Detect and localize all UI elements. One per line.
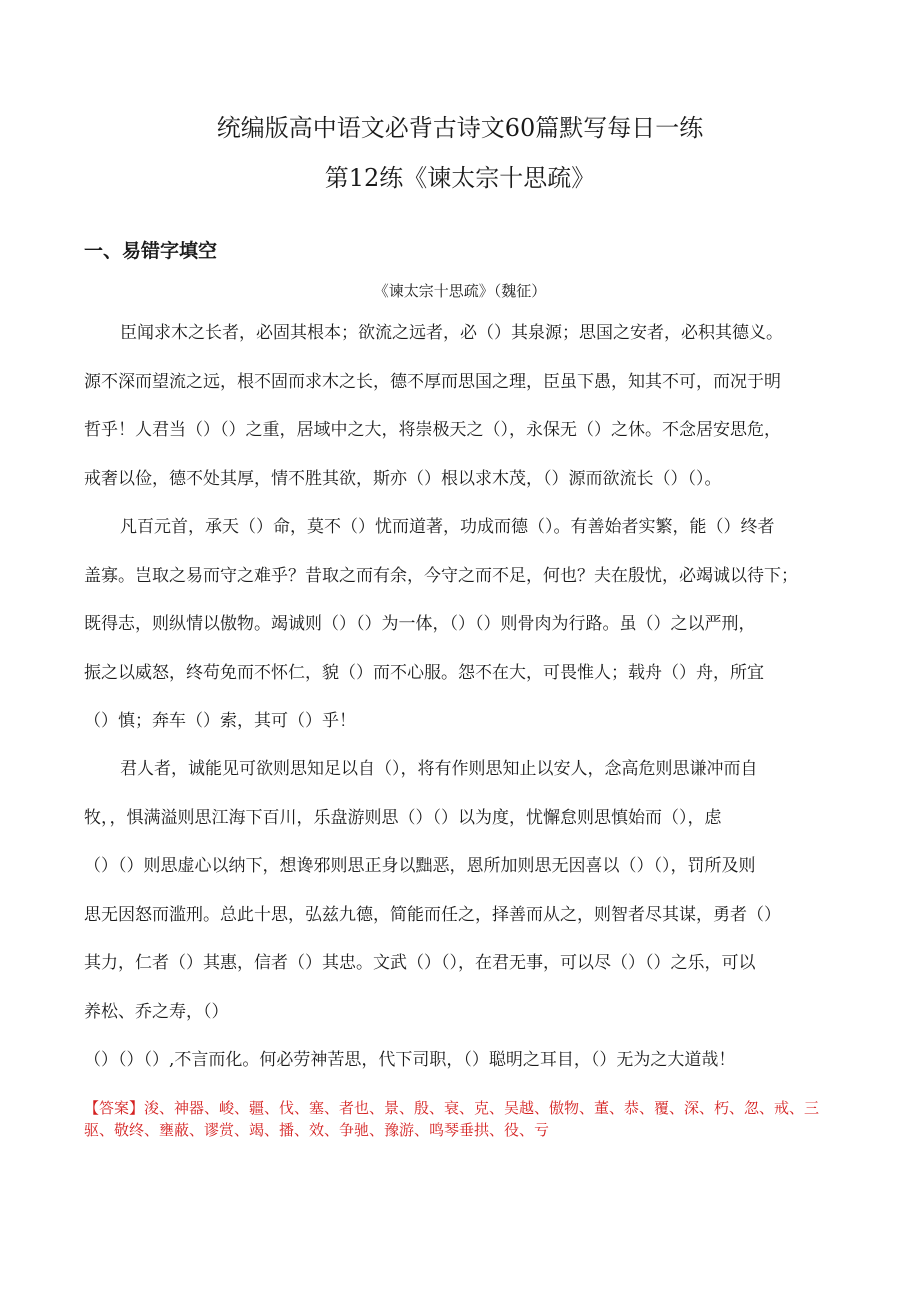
text-line: 戒奢以俭，德不处其厚，情不胜其欲，斯亦（）根以求木茂，（）源而欲流长（）（）。 — [84, 468, 722, 489]
paragraph-2 — [84, 503, 840, 746]
answer-label: 【答案】 — [84, 1099, 145, 1117]
text-line: （）（）则思虚心以纳下，想谗邪则思正身以黜恶，恩所加则思无因喜以（）（），罚所及则 — [84, 856, 756, 876]
paragraph-1 — [84, 309, 840, 503]
text-line: 既得志，则纵情以傲物。竭诚则（）（）为一体，（）（）则骨肉为行路。虽（）之以严刑， — [84, 614, 756, 634]
document-title: 统编版高中语文必背古诗文60篇默写每日一练 — [216, 114, 704, 142]
text-source: 《谏太宗十思疏》（魏征） — [373, 282, 547, 300]
section-heading: 一、易错字填空 — [84, 240, 218, 262]
text-line: 其力，仁者（）其惠，信者（）其忠。文武（）（），在君无事，可以尽（）（）之乐，可以 — [84, 953, 756, 973]
text-line: 牧，，惧满溢则思江海下百川，乐盘游则思（）（）以为度，忧懈怠则思慎始而（），虑 — [84, 807, 722, 828]
exercise-title: 第12练《谏太宗十思疏》 — [324, 164, 596, 192]
text-line: （）慎；奔车（）索，其可（）乎！ — [84, 711, 356, 731]
answer-content: 浚、神器、峻、疆、伐、塞、者也、景、殷、衰、克、吴越、傲物、董、恭、覆、深、朽、忽、戒、三驱、敬终、壅蔽、谬赏、竭、播、效、争驰、豫游、鸣琴垂拱、役、亏 — [84, 1099, 820, 1139]
text-line: 源不深而望流之远，根不固而求木之长，德不厚而思国之理，臣虽下愚，知其不可，而况于明 — [84, 371, 781, 392]
text-line: 思无因怒而滥刑。总此十思，弘兹九德，简能而任之，择善而从之，则智者尽其谋，勇者（） — [84, 904, 781, 925]
text-line: 振之以威怒，终苟免而不怀仁，貌（）而不心服。怨不在大，可畏惟人；载舟（）舟，所宜 — [84, 662, 764, 683]
text-line: 凡百元首，承天（）命，莫不（）忧而道著，功成而德（）。有善始者实繁，能（）终者 — [120, 517, 775, 537]
text-line: 盖寡。岂取之易而守之难乎？昔取之而有余，今守之而不足，何也？夫在殷忧，必竭诚以待下； — [84, 565, 798, 586]
text-line: 君人者，诚能见可欲则思知足以自（），将有作则思知止以安人，念高危则思谦冲而自 — [120, 759, 758, 779]
text-line: 臣闻求木之长者，必固其根本；欲流之远者，必（）其泉源；思国之安者，必积其德义。 — [120, 323, 783, 343]
text-line: 哲乎！人君当（）（）之重，居域中之大，将崇极天之（），永保无（）之休。不念居安思危， — [84, 420, 781, 440]
paragraph-3 — [84, 745, 840, 1085]
text-line: （）（）（）,不言而化。何必劳神苦思，代下司职，（）聪明之耳目，（）无为之大道哉！ — [84, 1050, 736, 1070]
text-line: 养松、乔之寿，（） — [84, 1001, 229, 1022]
answer-block — [84, 1097, 844, 1141]
